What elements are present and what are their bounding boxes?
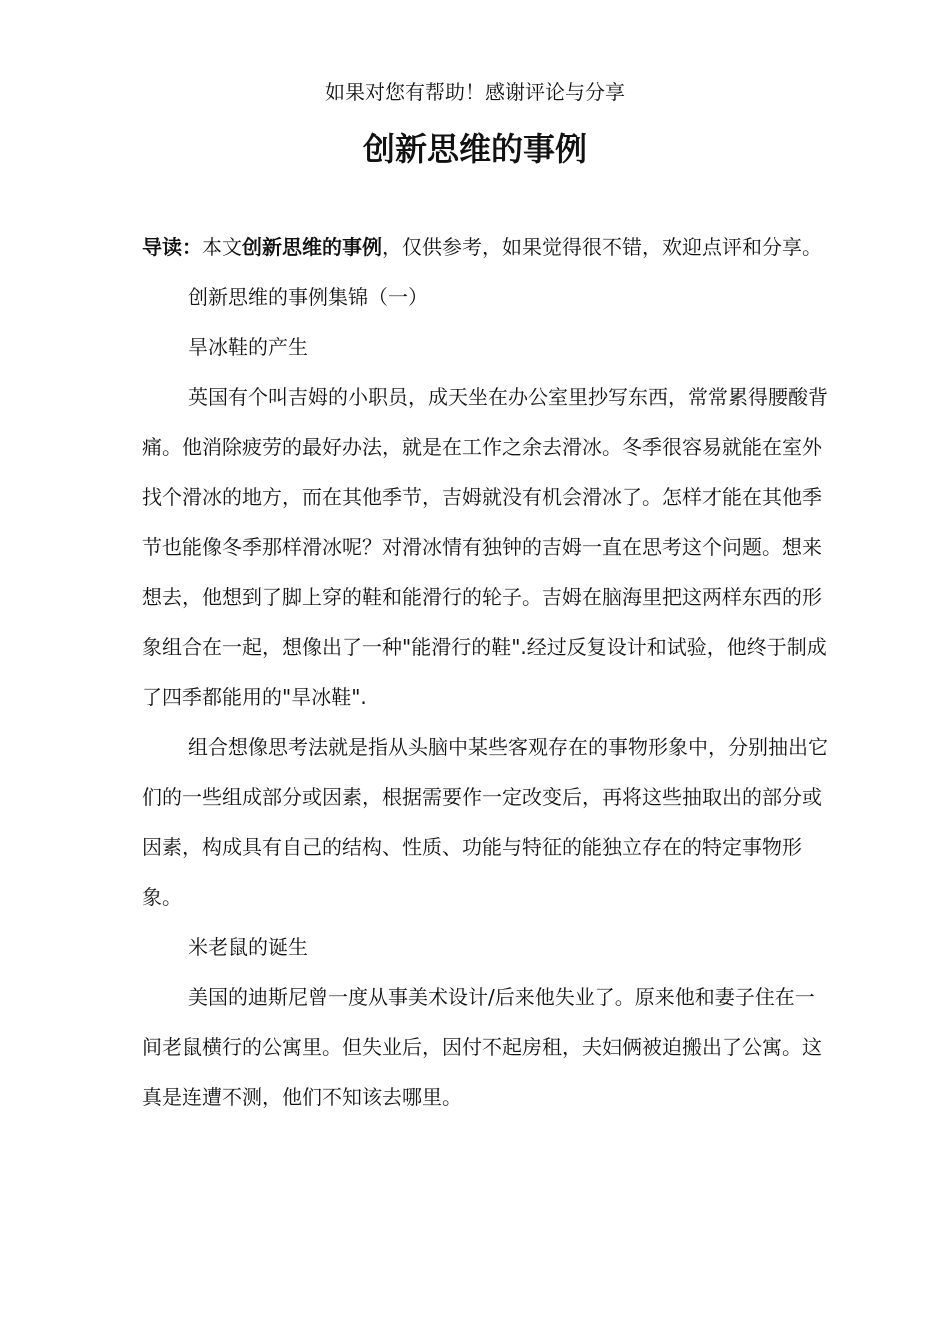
subheading-mickey: 米老鼠的诞生: [188, 935, 308, 959]
intro-bold-title: 创新思维的事例: [242, 235, 382, 259]
intro-after: ，仅供参考，如果觉得很不错，欢迎点评和分享。: [382, 235, 822, 259]
document-title: 创新思维的事例: [362, 130, 587, 168]
paragraph-mickey-story: 美国的迪斯尼曾一度从事美术设计/后来他失业了。原来他和妻子住在一间老鼠横行的公寓里。但失业后，因付不起房租，夫妇俩被迫搬出了公寓。这真是连遭不测，他们不知该去哪里。: [142, 985, 822, 1109]
document-body: [142, 222, 832, 1122]
subheading-skates: 旱冰鞋的产生: [188, 335, 308, 359]
paragraph-combination-method: 组合想像思考法就是指从头脑中某些客观存在的事物形象中，分别抽出它们的一些组成部分或因素，根据需要作一定改变后，再将这些抽取出的部分或因素，构成具有自己的结构、性质、功能与特征的能独立存在的特定事物形象。: [142, 735, 828, 909]
section-heading: 创新思维的事例集锦（一）: [188, 285, 428, 309]
page-header: 如果对您有帮助！感谢评论与分享: [325, 80, 625, 104]
paragraph-skates-story: 英国有个叫吉姆的小职员，成天坐在办公室里抄写东西，常常累得腰酸背痛。他消除疲劳的最好办法，就是在工作之余去滑冰。冬季很容易就能在室外找个滑冰的地方，而在其他季节，吉姆就没有机会滑冰了。怎样才能在其他季节也能像冬季那样滑冰呢？对滑冰情有独钟的吉姆一直在思考这个问题。想来想去，他想到了脚上穿的鞋和能滑行的轮子。吉姆在脑海里把这两样东西的形象组合在一起，想像出了一种"能滑行的鞋".经过反复设计和试验，他终于制成了四季都能用的"旱冰鞋".: [142, 385, 828, 709]
intro-paragraph: [142, 222, 832, 272]
intro-before: 本文: [202, 235, 242, 259]
intro-label: 导读：: [142, 235, 202, 259]
